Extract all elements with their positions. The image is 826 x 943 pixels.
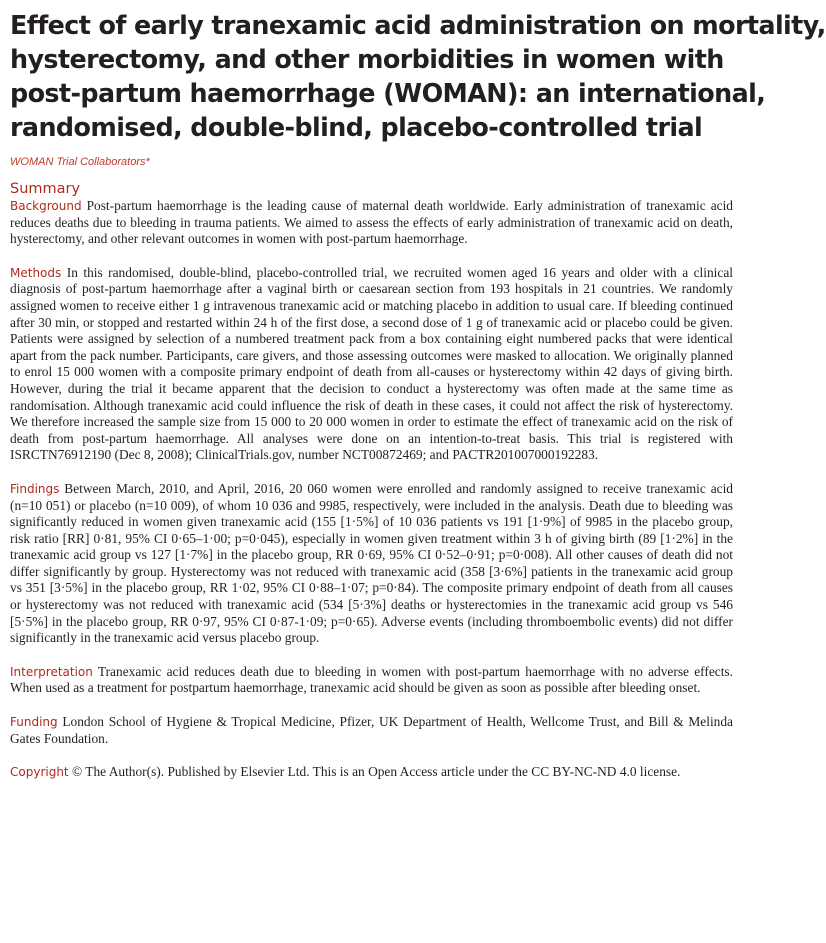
methods-section <box>10 265 733 464</box>
title-line: post-partum haemorrhage (WOMAN): an international, <box>10 78 766 108</box>
interpretation-text: Tranexamic acid reduces death due to bleeding in women with post-partum haemorrhage with no adverse effects. When used as a treatment for postpartum haemorrhage, tranexamic acid should be given as soon as possible after bleeding onset. <box>10 663 733 696</box>
article-abstract <box>10 8 826 781</box>
findings-text: Between March, 2010, and April, 2016, 20 060 women were enrolled and randomly assigned to receive tranexamic acid (n=10 051) or placebo (n=10 009), of whom 10 036 and 9985, respectively, were included in the analysis. Death due to bleeding was significantly reduced in women given tranexamic acid (155 [1·5%] of 10 036 patients vs 191 [1·9%] of 9985 in the placebo group, risk ratio [RR] 0·81, 95% CI 0·65–1·00; p=0·045), especially in women given treatment within 3 h of giving birth (89 [1·2%] in the tranexamic acid group vs 127 [1·7%] in the placebo group, RR 0·69, 95% CI 0·52–0·91; p=0·008). All other causes of death did not differ significantly by group. Hysterectomy was not reduced with tranexamic acid (358 [3·6%] patients in the tranexamic acid group vs 351 [3·5%] in the placebo group, RR 1·02, 95% CI 0·88–1·07; p=0·84). The composite primary endpoint of death from all causes or hysterectomy was not reduced with tranexamic acid (534 [5·3%] deaths or hysterectomies in the tranexamic acid group vs 546 [5·5%] in the placebo group, RR 0·97, 95% CI 0·87-1·09; p=0·65). Adverse events (including thromboembolic events) did not differ significantly in the tranexamic acid versus placebo group. <box>10 480 733 646</box>
interpretation-label: Interpretation <box>10 664 93 679</box>
title-line: randomised, double-blind, placebo-controlled trial <box>10 112 703 142</box>
title-line: hysterectomy, and other morbidities in women with <box>10 44 724 74</box>
methods-text: In this randomised, double-blind, placebo-controlled trial, we recruited women aged 16 years and older with a clinical diagnosis of post-partum haemorrhage after a vaginal birth or caesarean section from 193 hospitals in 21 countries. We randomly assigned women to receive either 1 g intravenous tranexamic acid or matching placebo in addition to usual care. If bleeding continued after 30 min, or stopped and restarted within 24 h of the first dose, a second dose of 1 g of tranexamic acid or placebo could be given. Patients were assigned by selection of a numbered treatment pack from a box containing eight numbered packs that were identical apart from the pack number. Participants, care givers, and those assessing outcomes were masked to allocation. We originally planned to enrol 15 000 women with a composite primary endpoint of death from all-causes or hysterectomy within 42 days of giving birth. However, during the trial it became apparent that the decision to conduct a hysterectomy was often made at the same time as randomisation. Although tranexamic acid could influence the risk of death in these cases, it could not affect the risk of hysterectomy. We therefore increased the sample size from 15 000 to 20 000 women in order to estimate the effect of tranexamic acid on the risk of death from post-partum haemorrhage. All analyses were done on an intention-to-treat basis. This trial is registered with ISRCTN76912190 (Dec 8, 2008); ClinicalTrials.gov, number NCT00872469; and PACTR201007000192283. <box>10 264 733 463</box>
background-label: Background <box>10 199 82 213</box>
summary-heading: Summary <box>10 181 81 197</box>
background-text: Post-partum haemorrhage is the leading cause of maternal death worldwide. Early administration of tranexamic acid reduces deaths due to bleeding in trauma patients. We aimed to assess the effects of early administration of tranexamic acid on death, hysterectomy, and other relevant outcomes in women with post-partum haemorrhage. <box>10 198 733 247</box>
funding-label: Funding <box>10 715 58 730</box>
interpretation-section <box>10 664 733 697</box>
findings-section <box>10 481 733 647</box>
article-title <box>10 8 826 144</box>
copyright-label: Copyright <box>10 765 69 780</box>
methods-label: Methods <box>10 265 62 280</box>
copyright-section <box>10 764 733 781</box>
funding-text: London School of Hygiene & Tropical Medicine, Pfizer, UK Department of Health, Wellcome Trust, and Bill & Melinda Gates Foundation. <box>10 714 733 746</box>
findings-label: Findings <box>10 481 60 496</box>
author-byline: WOMAN Trial Collaborators* <box>10 156 150 168</box>
background-section <box>10 198 733 248</box>
funding-section <box>10 714 733 747</box>
title-line: Effect of early tranexamic acid administration on mortality, <box>10 10 826 40</box>
copyright-text: © The Author(s). Published by Elsevier Ltd. This is an Open Access article under the CC BY-NC-ND 4.0 license. <box>72 764 681 780</box>
